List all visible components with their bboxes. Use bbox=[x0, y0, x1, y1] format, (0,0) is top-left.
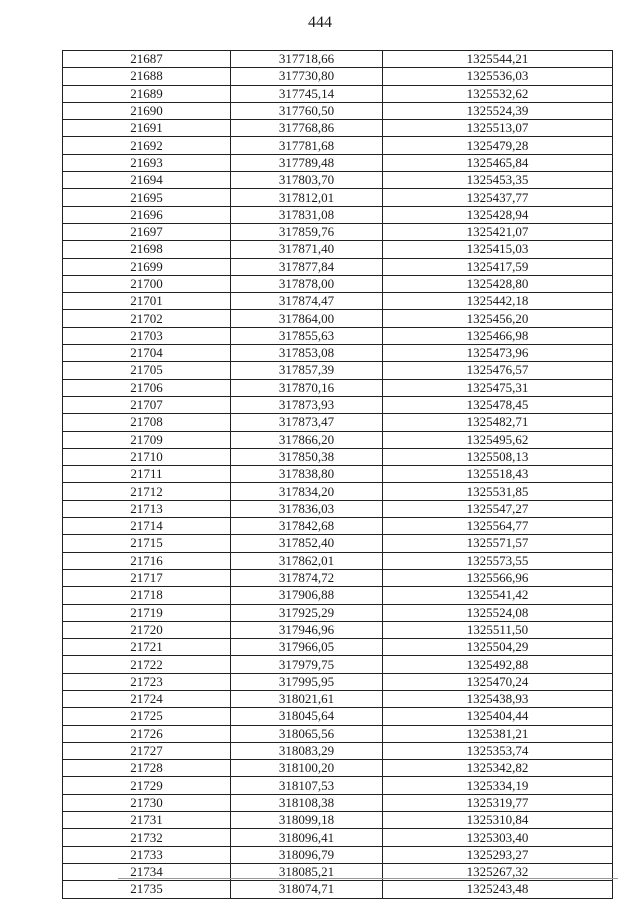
x-coordinate-cell: 317859,76 bbox=[231, 223, 383, 240]
point-number-cell: 21705 bbox=[63, 362, 231, 379]
point-number-cell: 21701 bbox=[63, 293, 231, 310]
point-number-cell: 21709 bbox=[63, 431, 231, 448]
point-number-cell: 21687 bbox=[63, 51, 231, 68]
y-coordinate-cell: 1325293,27 bbox=[383, 846, 613, 863]
y-coordinate-cell: 1325342,82 bbox=[383, 760, 613, 777]
table-row bbox=[63, 829, 613, 846]
y-coordinate-cell: 1325476,57 bbox=[383, 362, 613, 379]
y-coordinate-cell: 1325310,84 bbox=[383, 812, 613, 829]
y-coordinate-cell: 1325437,77 bbox=[383, 189, 613, 206]
y-coordinate-cell: 1325381,21 bbox=[383, 725, 613, 742]
table-row bbox=[63, 396, 613, 413]
y-coordinate-cell: 1325547,27 bbox=[383, 500, 613, 517]
y-coordinate-cell: 1325482,71 bbox=[383, 414, 613, 431]
x-coordinate-cell: 318045,64 bbox=[231, 708, 383, 725]
y-coordinate-cell: 1325531,85 bbox=[383, 483, 613, 500]
y-coordinate-cell: 1325571,57 bbox=[383, 535, 613, 552]
x-coordinate-cell: 317874,47 bbox=[231, 293, 383, 310]
table-row bbox=[63, 812, 613, 829]
table-row bbox=[63, 241, 613, 258]
point-number-cell: 21720 bbox=[63, 621, 231, 638]
x-coordinate-cell: 317853,08 bbox=[231, 345, 383, 362]
table-row bbox=[63, 172, 613, 189]
point-number-cell: 21690 bbox=[63, 102, 231, 119]
x-coordinate-cell: 317925,29 bbox=[231, 604, 383, 621]
table-row bbox=[63, 604, 613, 621]
y-coordinate-cell: 1325564,77 bbox=[383, 518, 613, 535]
point-number-cell: 21693 bbox=[63, 154, 231, 171]
point-number-cell: 21728 bbox=[63, 760, 231, 777]
point-number-cell: 21708 bbox=[63, 414, 231, 431]
y-coordinate-cell: 1325492,88 bbox=[383, 656, 613, 673]
table-row bbox=[63, 154, 613, 171]
x-coordinate-cell: 317878,00 bbox=[231, 275, 383, 292]
table-row bbox=[63, 293, 613, 310]
x-coordinate-cell: 317906,88 bbox=[231, 587, 383, 604]
x-coordinate-cell: 317768,86 bbox=[231, 120, 383, 137]
x-coordinate-cell: 317838,80 bbox=[231, 466, 383, 483]
x-coordinate-cell: 318085,21 bbox=[231, 863, 383, 880]
x-coordinate-cell: 317760,50 bbox=[231, 102, 383, 119]
x-coordinate-cell: 317946,96 bbox=[231, 621, 383, 638]
table-row bbox=[63, 379, 613, 396]
point-number-cell: 21722 bbox=[63, 656, 231, 673]
point-number-cell: 21714 bbox=[63, 518, 231, 535]
table-row bbox=[63, 258, 613, 275]
y-coordinate-cell: 1325303,40 bbox=[383, 829, 613, 846]
table-row bbox=[63, 656, 613, 673]
y-coordinate-cell: 1325428,94 bbox=[383, 206, 613, 223]
x-coordinate-cell: 317995,95 bbox=[231, 673, 383, 690]
y-coordinate-cell: 1325504,29 bbox=[383, 639, 613, 656]
y-coordinate-cell: 1325478,45 bbox=[383, 396, 613, 413]
x-coordinate-cell: 317862,01 bbox=[231, 552, 383, 569]
bottom-rule bbox=[118, 878, 618, 879]
point-number-cell: 21696 bbox=[63, 206, 231, 223]
table-row bbox=[63, 518, 613, 535]
y-coordinate-cell: 1325453,35 bbox=[383, 172, 613, 189]
point-number-cell: 21719 bbox=[63, 604, 231, 621]
point-number-cell: 21697 bbox=[63, 223, 231, 240]
point-number-cell: 21725 bbox=[63, 708, 231, 725]
x-coordinate-cell: 317871,40 bbox=[231, 241, 383, 258]
x-coordinate-cell: 318096,79 bbox=[231, 846, 383, 863]
table-row bbox=[63, 137, 613, 154]
x-coordinate-cell: 317812,01 bbox=[231, 189, 383, 206]
x-coordinate-cell: 317873,93 bbox=[231, 396, 383, 413]
coordinates-table bbox=[62, 50, 613, 899]
table-row bbox=[63, 639, 613, 656]
point-number-cell: 21707 bbox=[63, 396, 231, 413]
x-coordinate-cell: 317850,38 bbox=[231, 448, 383, 465]
x-coordinate-cell: 317874,72 bbox=[231, 569, 383, 586]
point-number-cell: 21689 bbox=[63, 85, 231, 102]
point-number-cell: 21692 bbox=[63, 137, 231, 154]
x-coordinate-cell: 318083,29 bbox=[231, 742, 383, 759]
table-row bbox=[63, 414, 613, 431]
x-coordinate-cell: 317781,68 bbox=[231, 137, 383, 154]
y-coordinate-cell: 1325334,19 bbox=[383, 777, 613, 794]
x-coordinate-cell: 318065,56 bbox=[231, 725, 383, 742]
table-row bbox=[63, 275, 613, 292]
x-coordinate-cell: 317745,14 bbox=[231, 85, 383, 102]
point-number-cell: 21716 bbox=[63, 552, 231, 569]
x-coordinate-cell: 318074,71 bbox=[231, 881, 383, 898]
y-coordinate-cell: 1325473,96 bbox=[383, 345, 613, 362]
point-number-cell: 21699 bbox=[63, 258, 231, 275]
point-number-cell: 21694 bbox=[63, 172, 231, 189]
y-coordinate-cell: 1325544,21 bbox=[383, 51, 613, 68]
table-row bbox=[63, 189, 613, 206]
point-number-cell: 21700 bbox=[63, 275, 231, 292]
x-coordinate-cell: 318100,20 bbox=[231, 760, 383, 777]
x-coordinate-cell: 317870,16 bbox=[231, 379, 383, 396]
table-row bbox=[63, 68, 613, 85]
table-row bbox=[63, 552, 613, 569]
point-number-cell: 21715 bbox=[63, 535, 231, 552]
table-row bbox=[63, 621, 613, 638]
x-coordinate-cell: 317834,20 bbox=[231, 483, 383, 500]
coordinates-table-body bbox=[63, 51, 613, 899]
table-row bbox=[63, 794, 613, 811]
table-row bbox=[63, 310, 613, 327]
x-coordinate-cell: 317864,00 bbox=[231, 310, 383, 327]
point-number-cell: 21724 bbox=[63, 690, 231, 707]
y-coordinate-cell: 1325513,07 bbox=[383, 120, 613, 137]
point-number-cell: 21712 bbox=[63, 483, 231, 500]
y-coordinate-cell: 1325475,31 bbox=[383, 379, 613, 396]
table-row bbox=[63, 206, 613, 223]
table-row bbox=[63, 431, 613, 448]
y-coordinate-cell: 1325456,20 bbox=[383, 310, 613, 327]
table-row bbox=[63, 327, 613, 344]
point-number-cell: 21704 bbox=[63, 345, 231, 362]
x-coordinate-cell: 317789,48 bbox=[231, 154, 383, 171]
y-coordinate-cell: 1325524,08 bbox=[383, 604, 613, 621]
x-coordinate-cell: 317836,03 bbox=[231, 500, 383, 517]
y-coordinate-cell: 1325243,48 bbox=[383, 881, 613, 898]
point-number-cell: 21691 bbox=[63, 120, 231, 137]
point-number-cell: 21734 bbox=[63, 863, 231, 880]
table-row bbox=[63, 690, 613, 707]
table-row bbox=[63, 51, 613, 68]
y-coordinate-cell: 1325479,28 bbox=[383, 137, 613, 154]
table-row bbox=[63, 708, 613, 725]
y-coordinate-cell: 1325417,59 bbox=[383, 258, 613, 275]
x-coordinate-cell: 317857,39 bbox=[231, 362, 383, 379]
table-row bbox=[63, 223, 613, 240]
x-coordinate-cell: 317873,47 bbox=[231, 414, 383, 431]
y-coordinate-cell: 1325536,03 bbox=[383, 68, 613, 85]
y-coordinate-cell: 1325267,32 bbox=[383, 863, 613, 880]
x-coordinate-cell: 317803,70 bbox=[231, 172, 383, 189]
table-row bbox=[63, 120, 613, 137]
point-number-cell: 21721 bbox=[63, 639, 231, 656]
y-coordinate-cell: 1325524,39 bbox=[383, 102, 613, 119]
table-row bbox=[63, 85, 613, 102]
y-coordinate-cell: 1325573,55 bbox=[383, 552, 613, 569]
table-row bbox=[63, 362, 613, 379]
x-coordinate-cell: 317852,40 bbox=[231, 535, 383, 552]
point-number-cell: 21723 bbox=[63, 673, 231, 690]
table-row bbox=[63, 345, 613, 362]
point-number-cell: 21688 bbox=[63, 68, 231, 85]
y-coordinate-cell: 1325415,03 bbox=[383, 241, 613, 258]
point-number-cell: 21729 bbox=[63, 777, 231, 794]
x-coordinate-cell: 317979,75 bbox=[231, 656, 383, 673]
table-row bbox=[63, 569, 613, 586]
y-coordinate-cell: 1325470,24 bbox=[383, 673, 613, 690]
x-coordinate-cell: 317730,80 bbox=[231, 68, 383, 85]
y-coordinate-cell: 1325511,50 bbox=[383, 621, 613, 638]
point-number-cell: 21732 bbox=[63, 829, 231, 846]
table-row bbox=[63, 500, 613, 517]
table-row bbox=[63, 102, 613, 119]
table-row bbox=[63, 466, 613, 483]
point-number-cell: 21726 bbox=[63, 725, 231, 742]
y-coordinate-cell: 1325566,96 bbox=[383, 569, 613, 586]
x-coordinate-cell: 318099,18 bbox=[231, 812, 383, 829]
y-coordinate-cell: 1325532,62 bbox=[383, 85, 613, 102]
y-coordinate-cell: 1325404,44 bbox=[383, 708, 613, 725]
point-number-cell: 21695 bbox=[63, 189, 231, 206]
point-number-cell: 21703 bbox=[63, 327, 231, 344]
table-row bbox=[63, 535, 613, 552]
y-coordinate-cell: 1325495,62 bbox=[383, 431, 613, 448]
y-coordinate-cell: 1325428,80 bbox=[383, 275, 613, 292]
table-row bbox=[63, 881, 613, 898]
table-row bbox=[63, 760, 613, 777]
y-coordinate-cell: 1325421,07 bbox=[383, 223, 613, 240]
point-number-cell: 21706 bbox=[63, 379, 231, 396]
point-number-cell: 21735 bbox=[63, 881, 231, 898]
point-number-cell: 21711 bbox=[63, 466, 231, 483]
table-row bbox=[63, 673, 613, 690]
x-coordinate-cell: 317718,66 bbox=[231, 51, 383, 68]
point-number-cell: 21710 bbox=[63, 448, 231, 465]
y-coordinate-cell: 1325466,98 bbox=[383, 327, 613, 344]
y-coordinate-cell: 1325518,43 bbox=[383, 466, 613, 483]
y-coordinate-cell: 1325319,77 bbox=[383, 794, 613, 811]
y-coordinate-cell: 1325353,74 bbox=[383, 742, 613, 759]
page-number: 444 bbox=[308, 14, 332, 31]
point-number-cell: 21731 bbox=[63, 812, 231, 829]
x-coordinate-cell: 317966,05 bbox=[231, 639, 383, 656]
point-number-cell: 21698 bbox=[63, 241, 231, 258]
table-row bbox=[63, 448, 613, 465]
x-coordinate-cell: 317842,68 bbox=[231, 518, 383, 535]
x-coordinate-cell: 318021,61 bbox=[231, 690, 383, 707]
point-number-cell: 21718 bbox=[63, 587, 231, 604]
table-row bbox=[63, 587, 613, 604]
point-number-cell: 21713 bbox=[63, 500, 231, 517]
x-coordinate-cell: 318096,41 bbox=[231, 829, 383, 846]
table-row bbox=[63, 777, 613, 794]
y-coordinate-cell: 1325508,13 bbox=[383, 448, 613, 465]
y-coordinate-cell: 1325442,18 bbox=[383, 293, 613, 310]
x-coordinate-cell: 318108,38 bbox=[231, 794, 383, 811]
table-row bbox=[63, 742, 613, 759]
x-coordinate-cell: 317831,08 bbox=[231, 206, 383, 223]
table-row bbox=[63, 725, 613, 742]
table-row bbox=[63, 483, 613, 500]
y-coordinate-cell: 1325465,84 bbox=[383, 154, 613, 171]
y-coordinate-cell: 1325438,93 bbox=[383, 690, 613, 707]
point-number-cell: 21730 bbox=[63, 794, 231, 811]
point-number-cell: 21717 bbox=[63, 569, 231, 586]
x-coordinate-cell: 317855,63 bbox=[231, 327, 383, 344]
y-coordinate-cell: 1325541,42 bbox=[383, 587, 613, 604]
point-number-cell: 21702 bbox=[63, 310, 231, 327]
x-coordinate-cell: 317877,84 bbox=[231, 258, 383, 275]
point-number-cell: 21733 bbox=[63, 846, 231, 863]
x-coordinate-cell: 318107,53 bbox=[231, 777, 383, 794]
point-number-cell: 21727 bbox=[63, 742, 231, 759]
table-row bbox=[63, 846, 613, 863]
x-coordinate-cell: 317866,20 bbox=[231, 431, 383, 448]
